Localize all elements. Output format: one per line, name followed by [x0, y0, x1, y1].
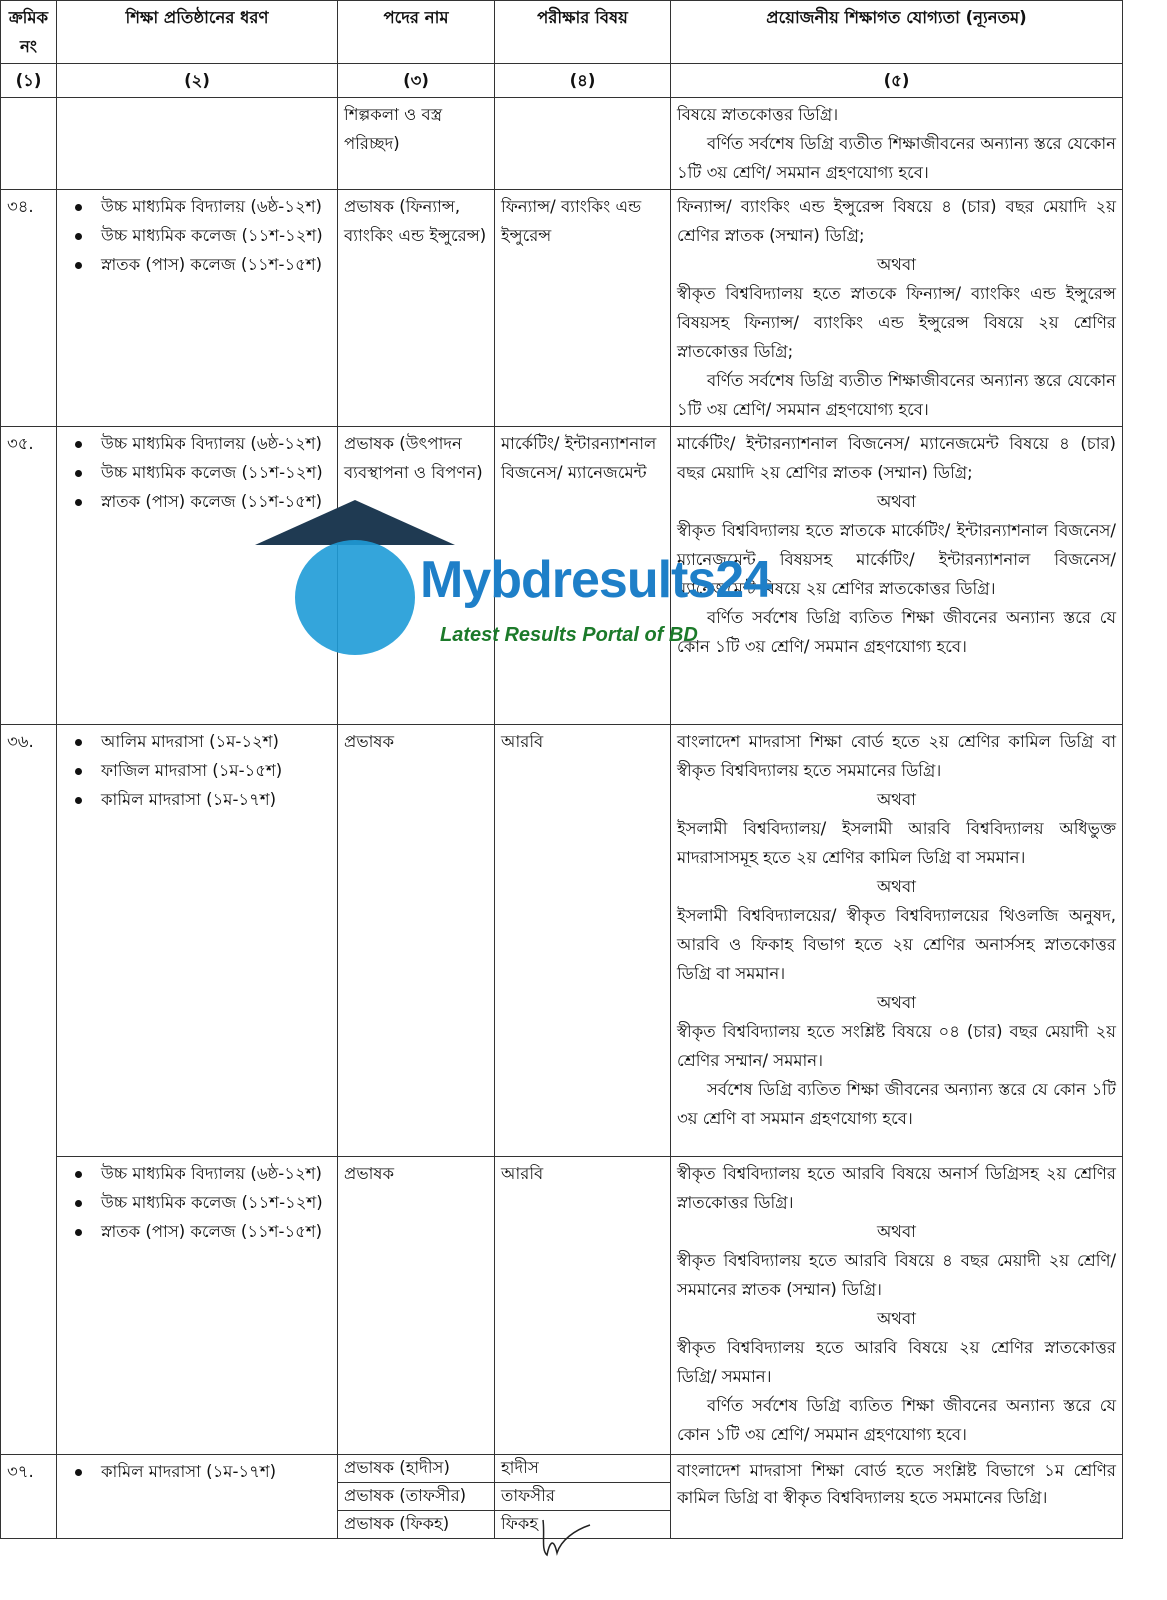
watermark-name: Mybdresults24 [420, 551, 772, 609]
watermark-tagline: Latest Results Portal of BD [440, 624, 698, 646]
table-row [1, 725, 1123, 1157]
qualification-paragraph: বিষয়ে স্নাতকোত্তর ডিগ্রি। [677, 105, 839, 124]
exam-subject: হাদীস [495, 1455, 671, 1483]
header-row [1, 1, 1123, 64]
qualification-paragraph: স্বীকৃত বিশ্ববিদ্যালয় হতে স্নাতকে ফিন্যান্স/ ব্যাংকিং এন্ড ইন্সুরেন্স বিষয়সহ ফিন্যান্স/ ব্যাংকিং এন্ড ইন্সুরেন্স বিষয়ে ২য় শ্রেণির স্নাতকোত্তর ডিগ্রি; [677, 284, 1116, 361]
header-post: পদের নাম [338, 1, 495, 64]
institution-types [57, 1455, 338, 1539]
table-row [1, 1157, 1123, 1455]
post-name: প্রভাষক [338, 1157, 495, 1455]
qualification-paragraph: অথবা [877, 790, 916, 809]
serial-number: ৩৫. [1, 427, 57, 725]
post-name: প্রভাষক (তাফসীর) [338, 1483, 495, 1511]
qualification-paragraph: স্বীকৃত বিশ্ববিদ্যালয় হতে আরবি বিষয়ে ২য় শ্রেণির স্নাতকোত্তর ডিগ্রি/ সমমান। [677, 1338, 1116, 1386]
serial-number: ৩৬. [1, 725, 57, 1455]
qualification-paragraph: ইসলামী বিশ্ববিদ্যালয়ের/ স্বীকৃত বিশ্ববিদ্যালয়ের থিওলজি অনুষদ, আরবি ও ফিকাহ বিভাগ হতে ২য় শ্রেণির অনার্সসহ স্নাতকোত্তর ডিগ্রি বা সমমান। [677, 906, 1116, 983]
qualification-paragraph: বর্ণিত সর্বশেষ ডিগ্রি ব্যতীত শিক্ষাজীবনের অন্যান্য স্তরে যেকোন ১টি ৩য় শ্রেণি/ সমমান গ্রহণযোগ্য হবে। [677, 371, 1116, 419]
institution-item: আলিম মাদরাসা (১ম-১২শ) [93, 727, 331, 756]
qualification [671, 1157, 1123, 1455]
continuation-row [1, 98, 1123, 190]
post-name: প্রভাষক (ফিন্যান্স, ব্যাংকিং এন্ড ইন্সুরেন্স) [338, 190, 495, 427]
header-qualification: প্রয়োজনীয় শিক্ষাগত যোগ্যতা (ন্যূনতম) [671, 1, 1123, 64]
qualification-paragraph: বর্ণিত সর্বশেষ ডিগ্রি ব্যতিত শিক্ষা জীবনের অন্যান্য স্তরে যে কোন ১টি ৩য় শ্রেণি/ সমমান গ্রহণযোগ্য হবে। [677, 608, 1116, 656]
exam-subject: মার্কেটিং/ ইন্টারন্যাশনাল বিজনেস/ ম্যানেজমেন্ট [495, 427, 671, 725]
qualification-paragraph: অথবা [877, 255, 916, 274]
serial-number: ৩৪. [1, 190, 57, 427]
qualification [671, 190, 1123, 427]
qualification-paragraph: অথবা [877, 993, 916, 1012]
institution-item: উচ্চ মাধ্যমিক কলেজ (১১শ-১২শ) [93, 1188, 331, 1217]
exam-subject: আরবি [495, 725, 671, 1157]
serial-number: ৩৭. [1, 1455, 57, 1539]
qualification-paragraph: বর্ণিত সর্বশেষ ডিগ্রি ব্যতিত শিক্ষা জীবনের অন্যান্য স্তরে যে কোন ১টি ৩য় শ্রেণি/ সমমান গ্রহণযোগ্য হবে। [677, 1396, 1116, 1444]
institution-item: কামিল মাদরাসা (১ম-১৭শ) [93, 1457, 331, 1486]
signature [535, 1515, 595, 1560]
institution-item: ফাজিল মাদরাসা (১ম-১৫শ) [93, 756, 331, 785]
qualification-paragraph: স্বীকৃত বিশ্ববিদ্যালয় হতে স্নাতকে মার্কেটিং/ ইন্টারন্যাশনাল বিজনেস/ ম্যানেজমেন্ট বিষয়সহ মার্কেটিং/ ইন্টারন্যাশনাল বিজনেস/ ম্যানেজমেন্ট বিষয়ে ২য় শ্রেণির স্নাতকোত্তর ডিগ্রি। [677, 521, 1116, 598]
header-serial: ক্রমিক নং [1, 1, 57, 64]
institution-item: কামিল মাদরাসা (১ম-১৭শ) [93, 785, 331, 814]
qualification-paragraph: স্বীকৃত বিশ্ববিদ্যালয় হতে আরবি বিষয়ে অনার্স ডিগ্রিসহ ২য় শ্রেণির স্নাতকোত্তর ডিগ্রি। [677, 1164, 1116, 1212]
qualification-paragraph: অথবা [877, 1222, 916, 1241]
qualification: বাংলাদেশ মাদরাসা শিক্ষা বোর্ড হতে সংশ্লিষ্ট বিভাগে ১ম শ্রেণির কামিল ডিগ্রি বা স্বীকৃত বিশ্ববিদ্যালয় হতে সমমানের ডিগ্রি। [671, 1455, 1123, 1539]
qualification [671, 725, 1123, 1157]
institution-item: স্নাতক (পাস) কলেজ (১১শ-১৫শ) [93, 487, 331, 516]
institution-item: স্নাতক (পাস) কলেজ (১১শ-১৫শ) [93, 1217, 331, 1246]
qualification-paragraph: অথবা [877, 1309, 916, 1328]
institution-item: উচ্চ মাধ্যমিক বিদ্যালয় (৬ষ্ঠ-১২শ) [93, 1159, 331, 1188]
institution-types [57, 1157, 338, 1455]
institution-types [57, 190, 338, 427]
table-row [1, 427, 1123, 725]
table-row [1, 1455, 1123, 1483]
post-name: প্রভাষক [338, 725, 495, 1157]
qualification-paragraph: স্বীকৃত বিশ্ববিদ্যালয় হতে সংশ্লিষ্ট বিষয়ে ০৪ (চার) বছর মেয়াদী ২য় শ্রেণির সম্মান/ সমমান। [677, 1022, 1116, 1070]
post-name: প্রভাষক (হাদীস) [338, 1455, 495, 1483]
post-name: শিল্পকলা ও বস্ত্র পরিচ্ছদ) [338, 98, 495, 190]
qualification-paragraph: ইসলামী বিশ্ববিদ্যালয়/ ইসলামী আরবি বিশ্ববিদ্যালয় অধিভুক্ত মাদরাসাসমূহ হতে ২য় শ্রেণির কামিল ডিগ্রি বা সমমান। [677, 819, 1116, 867]
exam-subject: ফিকহ [495, 1511, 671, 1539]
qualification-paragraph: মার্কেটিং/ ইন্টারন্যাশনাল বিজনেস/ ম্যানেজমেন্ট বিষয়ে ৪ (চার) বছর মেয়াদি ২য় শ্রেণির স্নাতক (সম্মান) ডিগ্রি; [677, 434, 1116, 482]
institution-item: উচ্চ মাধ্যমিক বিদ্যালয় (৬ষ্ঠ-১২শ) [93, 192, 331, 221]
table-row [1, 190, 1123, 427]
institution-types [57, 725, 338, 1157]
institution-types [57, 427, 338, 725]
qualification [671, 427, 1123, 725]
col-number: (৫) [671, 64, 1123, 98]
qualification-paragraph: সর্বশেষ ডিগ্রি ব্যতিত শিক্ষা জীবনের অন্যান্য স্তরে যে কোন ১টি ৩য় শ্রেণি বা সমমান গ্রহণযোগ্য হবে। [677, 1080, 1116, 1128]
exam-subject: আরবি [495, 1157, 671, 1455]
qualification [671, 98, 1123, 190]
institution-item: উচ্চ মাধ্যমিক কলেজ (১১শ-১২শ) [93, 221, 331, 250]
col-number: (৪) [495, 64, 671, 98]
post-name: প্রভাষক (উৎপাদন ব্যবস্থাপনা ও বিপণন) [338, 427, 495, 725]
qualification-paragraph: অথবা [877, 877, 916, 896]
qualification-paragraph: অথবা [877, 492, 916, 511]
institution-item: স্নাতক (পাস) কলেজ (১১শ-১৫শ) [93, 250, 331, 279]
header-subject: পরীক্ষার বিষয় [495, 1, 671, 64]
col-number: (২) [57, 64, 338, 98]
post-name: প্রভাষক (ফিকহ) [338, 1511, 495, 1539]
institution-item: উচ্চ মাধ্যমিক বিদ্যালয় (৬ষ্ঠ-১২শ) [93, 429, 331, 458]
col-number: (৩) [338, 64, 495, 98]
qualification-paragraph: বাংলাদেশ মাদরাসা শিক্ষা বোর্ড হতে ২য় শ্রেণির কামিল ডিগ্রি বা স্বীকৃত বিশ্ববিদ্যালয় হতে সমমানের ডিগ্রি। [677, 732, 1116, 780]
exam-subject: ফিন্যান্স/ ব্যাংকিং এন্ড ইন্সুরেন্স [495, 190, 671, 427]
institution-item: উচ্চ মাধ্যমিক কলেজ (১১শ-১২শ) [93, 458, 331, 487]
qualification-paragraph: ফিন্যান্স/ ব্যাংকিং এন্ড ইন্সুরেন্স বিষয়ে ৪ (চার) বছর মেয়াদি ২য় শ্রেণির স্নাতক (সম্মান) ডিগ্রি; [677, 197, 1116, 245]
qualification-paragraph: স্বীকৃত বিশ্ববিদ্যালয় হতে আরবি বিষয়ে ৪ বছর মেয়াদী ২য় শ্রেণি/ সমমানের স্নাতক (সম্মান) ডিগ্রি। [677, 1251, 1116, 1299]
column-number-row [1, 64, 1123, 98]
col-number: (১) [1, 64, 57, 98]
qualification-paragraph: বর্ণিত সর্বশেষ ডিগ্রি ব্যতীত শিক্ষাজীবনের অন্যান্য স্তরে যেকোন ১টি ৩য় শ্রেণি/ সমমান গ্রহণযোগ্য হবে। [677, 134, 1116, 182]
exam-subject: তাফসীর [495, 1483, 671, 1511]
header-institution: শিক্ষা প্রতিষ্ঠানের ধরণ [57, 1, 338, 64]
